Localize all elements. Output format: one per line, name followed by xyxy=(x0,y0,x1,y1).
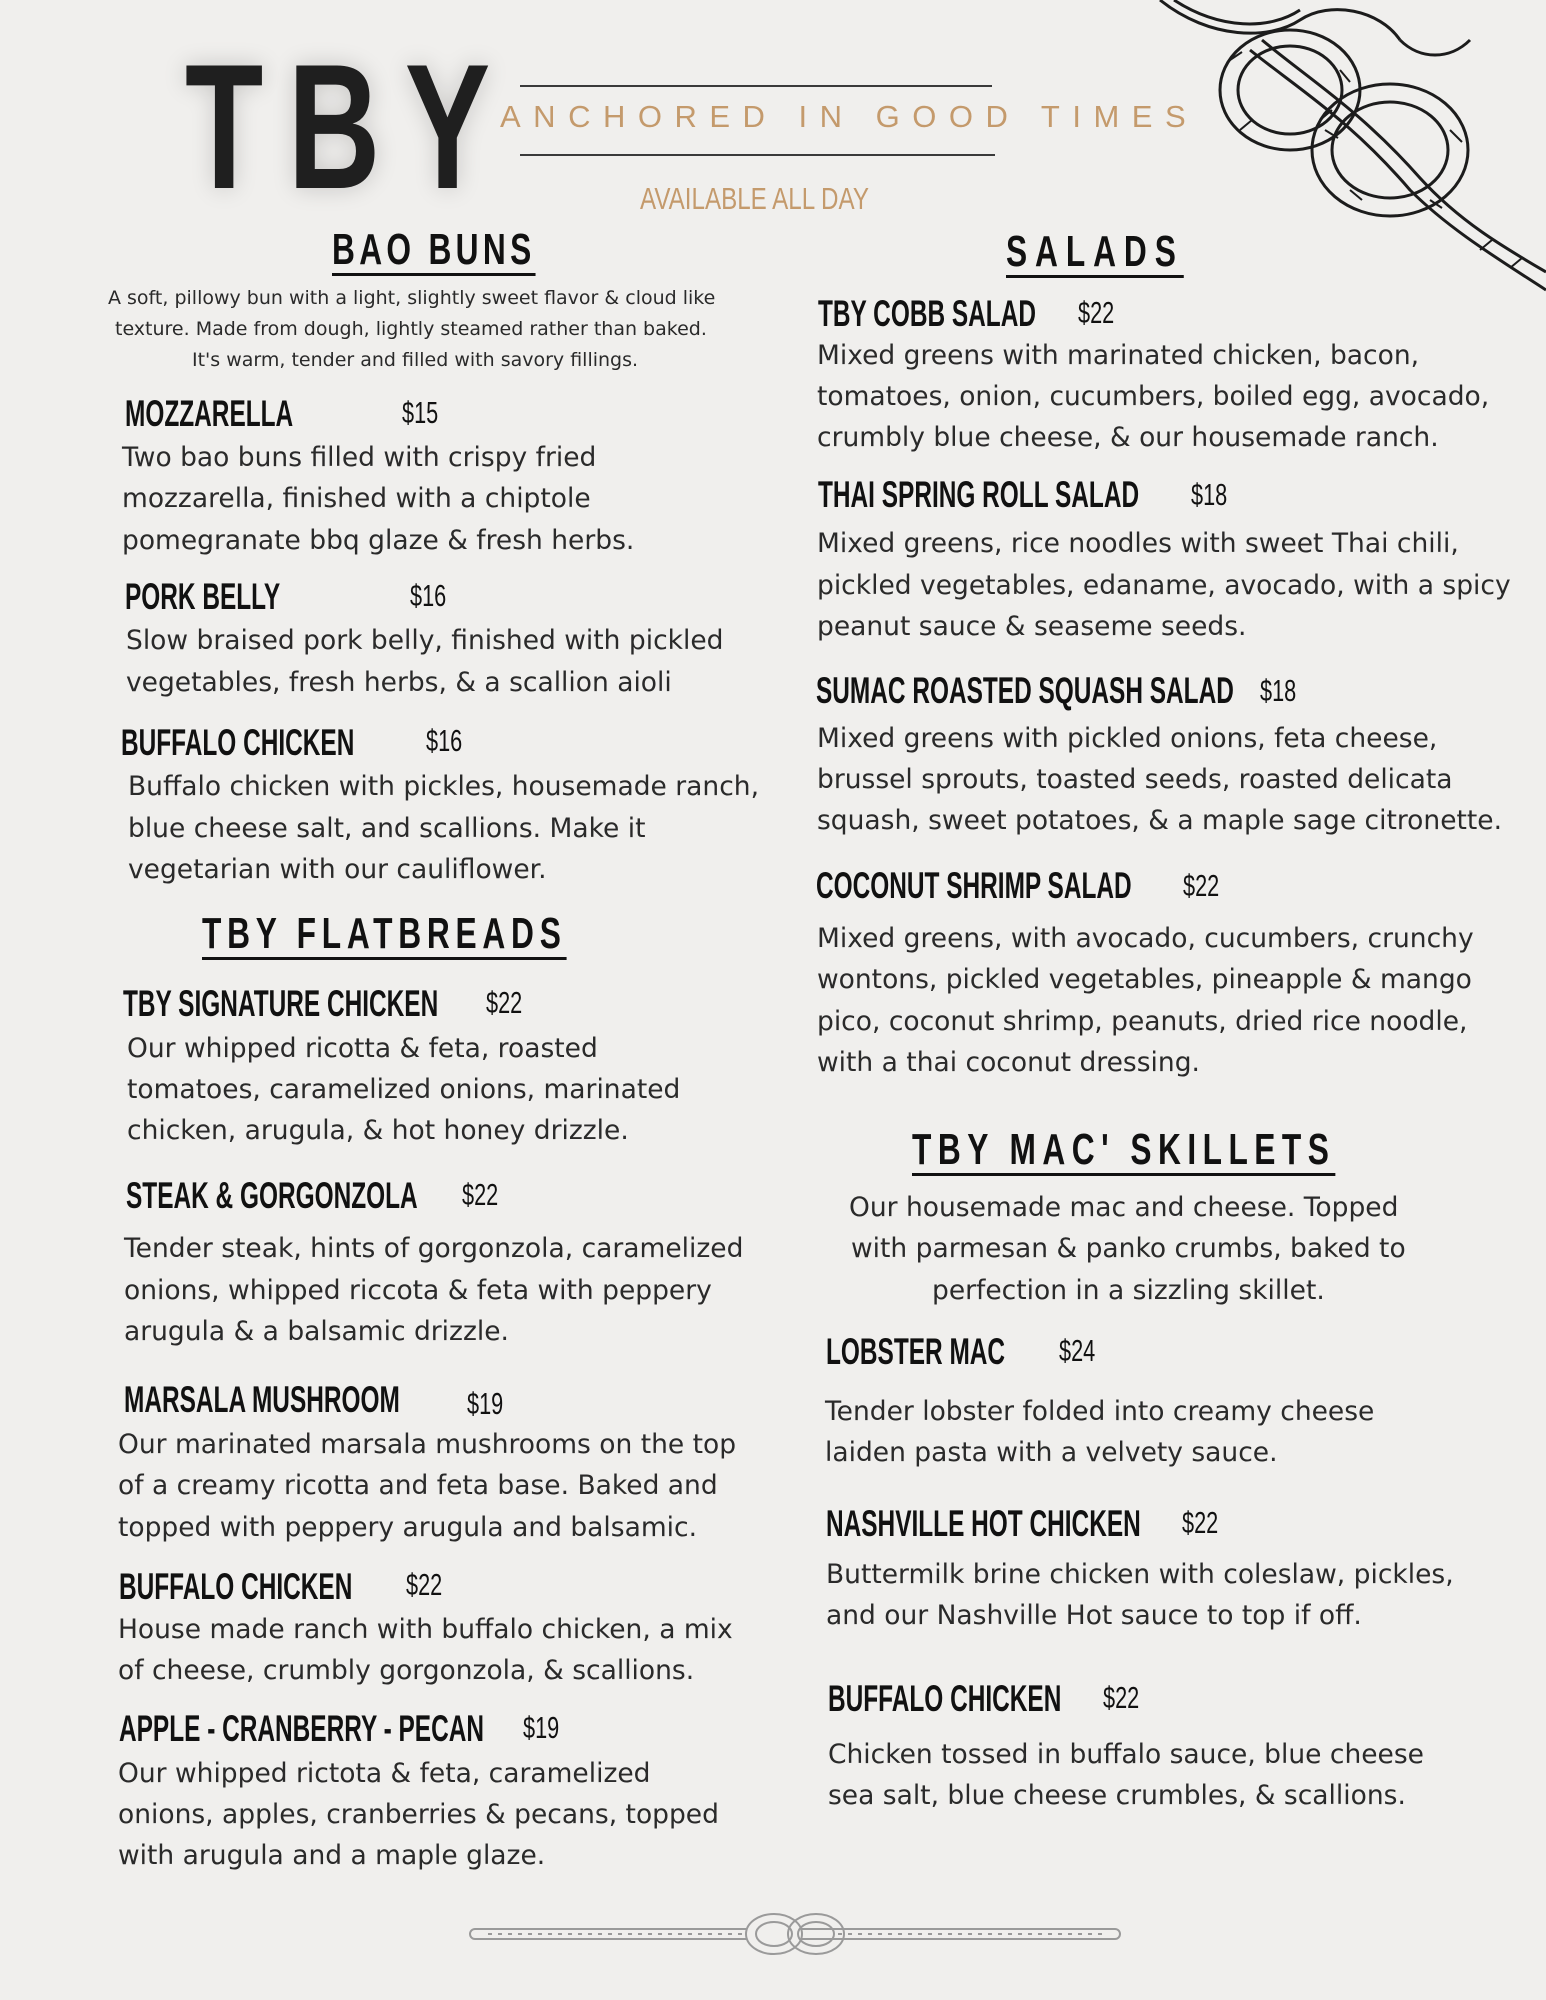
item-price-signature-chicken: $22 xyxy=(486,985,523,1020)
item-desc-line: Mixed greens, with avocado, cucumbers, crunchy xyxy=(817,923,1474,954)
item-price-marsala-mushroom: $19 xyxy=(467,1386,504,1421)
rope-knot-icon xyxy=(1150,0,1546,300)
item-desc-line: pomegranate bbq glaze & fresh herbs. xyxy=(122,525,635,556)
bao-intro-line-3: It's warm, tender and filled with savory fillings. xyxy=(192,349,639,371)
item-desc-line: of a creamy ricotta and feta base. Baked and xyxy=(118,1470,718,1501)
item-desc-line: vegetarian with our cauliflower. xyxy=(128,854,547,885)
tagline: ANCHORED IN GOOD TIMES xyxy=(500,99,1199,134)
item-price-steak-gorgonzola: $22 xyxy=(462,1177,499,1212)
item-desc-line: Two bao buns filled with crispy fried xyxy=(122,442,597,473)
item-price-lobster-mac: $24 xyxy=(1059,1333,1096,1368)
item-price-pork-belly: $16 xyxy=(410,578,447,613)
item-desc-line: Chicken tossed in buffalo sauce, blue cheese xyxy=(828,1739,1424,1770)
item-desc-line: wontons, pickled vegetables, pineapple & mango xyxy=(817,964,1472,995)
item-name-apple-cranberry-pecan: APPLE - CRANBERRY - PECAN xyxy=(119,1708,484,1749)
item-desc-line: Tender steak, hints of gorgonzola, caramelized xyxy=(124,1233,744,1264)
item-desc-line: squash, sweet potatoes, & a maple sage citronette. xyxy=(817,805,1503,836)
item-name-sumac-squash-salad: SUMAC ROASTED SQUASH SALAD xyxy=(816,670,1234,711)
item-desc-line: crumbly blue cheese, & our housemade ranch. xyxy=(817,422,1439,453)
item-desc-line: tomatoes, onion, cucumbers, boiled egg, avocado, xyxy=(817,381,1490,412)
item-desc-line: Our whipped rictota & feta, caramelized xyxy=(118,1758,651,1789)
section-title-mac-skillets: TBY MAC' SKILLETS xyxy=(912,1125,1336,1174)
item-desc-line: Mixed greens, rice noodles with sweet Thai chili, xyxy=(817,528,1459,559)
item-desc-line: laiden pasta with a velvety sauce. xyxy=(825,1437,1278,1468)
item-name-buffalo-chicken-flatbread: BUFFALO CHICKEN xyxy=(119,1566,353,1607)
item-desc-line: brussel sprouts, toasted seeds, roasted delicata xyxy=(817,764,1453,795)
item-desc-line: tomatoes, caramelized onions, marinated xyxy=(127,1074,681,1105)
item-desc-line: Slow braised pork belly, finished with pickled xyxy=(126,625,724,656)
mac-intro-line-2: with parmesan & panko crumbs, baked to xyxy=(851,1233,1406,1264)
item-desc-line: Our whipped ricotta & feta, roasted xyxy=(127,1033,598,1064)
mac-intro-line-1: Our housemade mac and cheese. Topped xyxy=(849,1192,1399,1223)
item-price-buffalo-chicken-mac: $22 xyxy=(1103,1680,1140,1715)
item-desc-line: vegetables, fresh herbs, & a scallion aioli xyxy=(126,667,672,698)
item-name-marsala-mushroom: MARSALA MUSHROOM xyxy=(124,1379,400,1420)
item-price-apple-cranberry-pecan: $19 xyxy=(523,1710,560,1745)
item-name-cobb-salad: TBY COBB SALAD xyxy=(818,293,1036,334)
item-name-coconut-shrimp-salad: COCONUT SHRIMP SALAD xyxy=(816,865,1132,906)
item-desc-line: with a thai coconut dressing. xyxy=(817,1047,1200,1078)
mac-intro-line-3: perfection in a sizzling skillet. xyxy=(932,1275,1325,1306)
item-desc-line: and our Nashville Hot sauce to top if off. xyxy=(826,1600,1362,1631)
bao-intro-line-2: texture. Made from dough, lightly steamed rather than baked. xyxy=(115,318,707,340)
rope-divider-icon xyxy=(468,1908,1122,1958)
item-desc-line: peanut sauce & seaseme seeds. xyxy=(817,611,1247,642)
section-title-salads: SALADS xyxy=(1006,227,1184,276)
item-name-nashville-hot-chicken: NASHVILLE HOT CHICKEN xyxy=(826,1503,1141,1544)
item-name-thai-spring-roll-salad: THAI SPRING ROLL SALAD xyxy=(818,474,1140,515)
item-desc-line: pickled vegetables, edaname, avocado, with a spicy xyxy=(817,570,1511,601)
item-desc-line: Mixed greens with pickled onions, feta cheese, xyxy=(817,723,1438,754)
logo: TBY xyxy=(185,27,515,226)
item-name-steak-gorgonzola: STEAK & GORGONZOLA xyxy=(126,1175,418,1216)
item-price-coconut-shrimp-salad: $22 xyxy=(1183,868,1220,903)
item-desc-line: pico, coconut shrimp, peanuts, dried rice noodle, xyxy=(817,1006,1468,1037)
item-desc-line: onions, apples, cranberries & pecans, topped xyxy=(118,1799,719,1830)
item-desc-line: sea salt, blue cheese crumbles, & scallions. xyxy=(828,1780,1406,1811)
item-name-lobster-mac: LOBSTER MAC xyxy=(826,1331,1006,1372)
item-price-mozzarella: $15 xyxy=(402,395,439,430)
item-price-buffalo-chicken-bao: $16 xyxy=(426,723,463,758)
item-desc-line: blue cheese salt, and scallions. Make it xyxy=(128,813,646,844)
item-desc-line: onions, whipped riccota & feta with peppery xyxy=(124,1275,712,1306)
item-desc-line: Mixed greens with marinated chicken, bacon, xyxy=(817,340,1420,371)
item-desc-line: of cheese, crumbly gorgonzola, & scallions. xyxy=(118,1655,695,1686)
item-desc-line: Buffalo chicken with pickles, housemade ranch, xyxy=(128,771,759,802)
item-name-buffalo-chicken-bao: BUFFALO CHICKEN xyxy=(121,722,355,763)
bao-intro-line-1: A soft, pillowy bun with a light, slightly sweet flavor & cloud like xyxy=(108,287,716,309)
item-desc-line: topped with peppery arugula and balsamic. xyxy=(118,1512,698,1543)
item-desc-line: Buttermilk brine chicken with coleslaw, pickles, xyxy=(826,1559,1454,1590)
tagline-rule-bottom xyxy=(520,154,995,156)
item-name-signature-chicken: TBY SIGNATURE CHICKEN xyxy=(123,983,439,1024)
section-title-bao-buns: BAO BUNS xyxy=(332,225,536,274)
item-desc-line: chicken, arugula, & hot honey drizzle. xyxy=(127,1115,629,1146)
item-desc-line: mozzarella, finished with a chiptole xyxy=(122,483,591,514)
item-desc-line: Our marinated marsala mushrooms on the top xyxy=(118,1429,737,1460)
item-name-buffalo-chicken-mac: BUFFALO CHICKEN xyxy=(828,1678,1062,1719)
item-desc-line: arugula & a balsamic drizzle. xyxy=(124,1316,509,1347)
tagline-rule-top xyxy=(520,85,992,87)
item-price-sumac-squash-salad: $18 xyxy=(1260,673,1297,708)
item-price-nashville-hot-chicken: $22 xyxy=(1182,1505,1219,1540)
item-desc-line: with arugula and a maple glaze. xyxy=(118,1840,546,1871)
item-desc-line: Tender lobster folded into creamy cheese xyxy=(825,1396,1375,1427)
item-name-pork-belly: PORK BELLY xyxy=(125,576,281,617)
item-price-thai-spring-roll-salad: $18 xyxy=(1191,477,1228,512)
item-price-cobb-salad: $22 xyxy=(1078,295,1115,330)
item-desc-line: House made ranch with buffalo chicken, a mix xyxy=(118,1614,733,1645)
item-price-buffalo-chicken-flatbread: $22 xyxy=(406,1567,443,1602)
section-title-flatbreads: TBY FLATBREADS xyxy=(202,909,567,958)
availability-note: AVAILABLE ALL DAY xyxy=(640,181,869,216)
item-name-mozzarella: MOZZARELLA xyxy=(125,393,294,434)
